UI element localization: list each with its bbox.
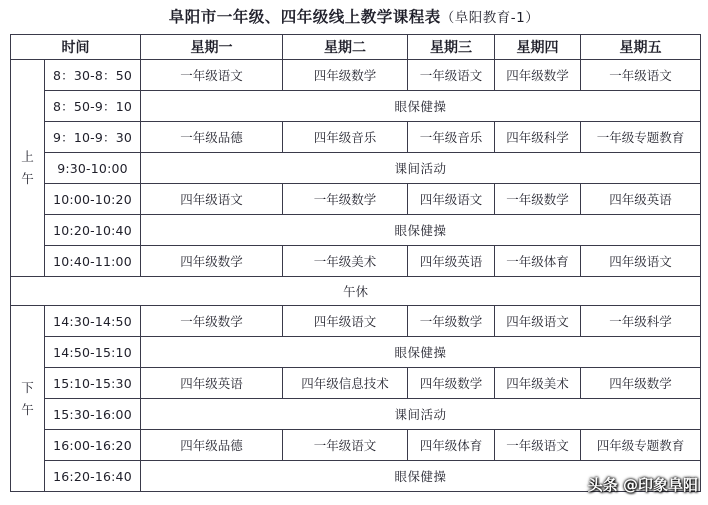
table-row	[11, 215, 701, 246]
class-cell: 一年级语文	[283, 430, 408, 461]
watermark	[588, 474, 698, 495]
period-label: 下 午	[21, 379, 34, 417]
class-cell: 一年级语文	[581, 60, 701, 91]
period-label: 上 午	[21, 149, 34, 186]
table-row	[11, 91, 701, 122]
class-cell: 一年级体育	[495, 246, 581, 277]
header-row	[11, 35, 701, 60]
lunch-row	[11, 277, 701, 306]
class-cell: 四年级语文	[141, 184, 283, 215]
schedule-title	[0, 4, 708, 30]
class-cell: 一年级音乐	[408, 122, 495, 153]
time-slot: 8：30-8：50	[45, 60, 141, 91]
lunch-cell: 午休	[11, 277, 701, 306]
break-cell: 眼保健操	[141, 91, 701, 122]
time-slot: 8：50-9：10	[45, 91, 141, 122]
class-cell: 一年级数学	[408, 306, 495, 337]
time-slot: 9：10-9：30	[45, 122, 141, 153]
class-cell: 四年级信息技术	[283, 368, 408, 399]
class-cell: 一年级专题教育	[581, 122, 701, 153]
time-slot: 14:30-14:50	[45, 306, 141, 337]
class-cell: 四年级英语	[581, 184, 701, 215]
header-day: 星期一	[141, 35, 283, 60]
class-cell: 四年级科学	[495, 122, 581, 153]
time-slot: 15:10-15:30	[45, 368, 141, 399]
break-cell: 课间活动	[141, 153, 701, 184]
class-cell: 四年级品德	[141, 430, 283, 461]
class-cell: 四年级音乐	[283, 122, 408, 153]
class-cell: 一年级科学	[581, 306, 701, 337]
break-cell: 眼保健操	[141, 337, 701, 368]
class-cell: 四年级专题教育	[581, 430, 701, 461]
header-day: 星期四	[495, 35, 581, 60]
table-row	[11, 246, 701, 277]
watermark-text: 头条 @印象阜阳	[587, 476, 698, 494]
class-cell: 四年级英语	[408, 246, 495, 277]
table-row	[11, 430, 701, 461]
header-day: 星期二	[283, 35, 408, 60]
header-time: 时间	[11, 35, 141, 60]
class-cell: 四年级美术	[495, 368, 581, 399]
table-row	[11, 368, 701, 399]
time-slot: 10:00-10:20	[45, 184, 141, 215]
class-cell: 四年级数学	[283, 60, 408, 91]
class-cell: 一年级数学	[141, 306, 283, 337]
time-slot: 14:50-15:10	[45, 337, 141, 368]
class-cell: 一年级数学	[283, 184, 408, 215]
class-cell: 四年级语文	[581, 246, 701, 277]
table-row	[11, 337, 701, 368]
class-cell: 四年级数学	[408, 368, 495, 399]
time-slot: 10:40-11:00	[45, 246, 141, 277]
table-row	[11, 60, 701, 91]
table-row	[11, 122, 701, 153]
class-cell: 一年级品德	[141, 122, 283, 153]
class-cell: 四年级语文	[408, 184, 495, 215]
table-row	[11, 153, 701, 184]
class-cell: 四年级体育	[408, 430, 495, 461]
class-cell: 四年级语文	[283, 306, 408, 337]
class-cell: 一年级语文	[495, 430, 581, 461]
class-cell: 一年级语文	[141, 60, 283, 91]
header-day: 星期三	[408, 35, 495, 60]
break-cell: 眼保健操	[141, 461, 701, 492]
time-slot: 16:20-16:40	[45, 461, 141, 492]
class-cell: 四年级语文	[495, 306, 581, 337]
header-day: 星期五	[581, 35, 701, 60]
schedule-table	[10, 34, 701, 492]
title-main: 阜阳市一年级、四年级线上教学课程表	[168, 8, 441, 26]
table-row	[11, 184, 701, 215]
time-slot: 9:30-10:00	[45, 153, 141, 184]
break-cell: 眼保健操	[141, 215, 701, 246]
period-afternoon	[11, 306, 45, 492]
time-slot: 10:20-10:40	[45, 215, 141, 246]
class-cell: 四年级数学	[141, 246, 283, 277]
time-slot: 15:30-16:00	[45, 399, 141, 430]
period-morning	[11, 60, 45, 277]
class-cell: 四年级英语	[141, 368, 283, 399]
class-cell: 一年级语文	[408, 60, 495, 91]
title-sub: （阜阳教育-1）	[440, 10, 540, 26]
time-slot: 16:00-16:20	[45, 430, 141, 461]
class-cell: 四年级数学	[495, 60, 581, 91]
table-row	[11, 306, 701, 337]
table-row	[11, 399, 701, 430]
class-cell: 一年级数学	[495, 184, 581, 215]
class-cell: 四年级数学	[581, 368, 701, 399]
class-cell: 一年级美术	[283, 246, 408, 277]
break-cell: 课间活动	[141, 399, 701, 430]
